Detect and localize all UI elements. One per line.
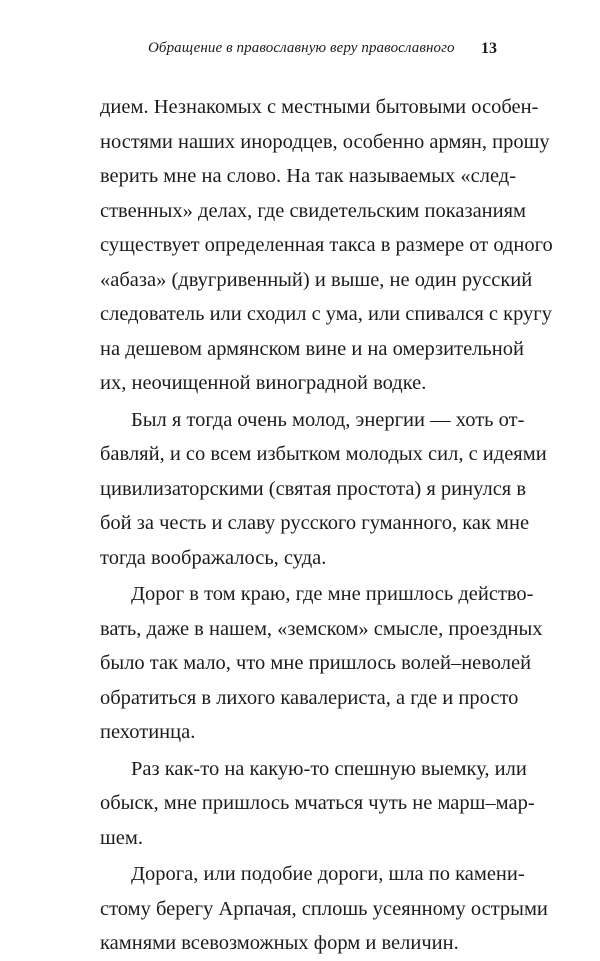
text-line: камнями всевозможных форм и величин. xyxy=(100,932,459,954)
text-line: «абаза» (двугривенный) и выше, не один русский xyxy=(100,268,533,291)
text-line: вать, даже в нашем, «земском» смысле, проездных xyxy=(100,617,543,640)
text-line: бой за честь и славу русского гуманного, как мне xyxy=(100,512,530,534)
text-line: шем. xyxy=(100,826,143,849)
text-line: бавляй, и со всем избытком молодых сил, с идеями xyxy=(100,443,547,465)
text-line: было так мало, что мне пришлось волей–неволей xyxy=(100,652,532,674)
text-line: стому берегу Арпачая, сплошь усеянному острыми xyxy=(100,897,548,920)
text-line: Дорога, или подобие дороги, шла по камени- xyxy=(131,863,525,885)
text-line: пехотинца. xyxy=(100,721,196,743)
text-line: тогда воображалось, суда. xyxy=(100,546,327,569)
text-line: обратиться в лихого кавалериста, а где и просто xyxy=(100,686,519,709)
text-line: Был я тогда очень молод, энергии — хоть от- xyxy=(131,408,525,431)
text-line: обыск, мне пришлось мчаться чуть не марш–мар- xyxy=(100,792,535,814)
text-line: существует определенная такса в размере от одного xyxy=(100,234,553,256)
text-line: Раз как-то на какую-то спешную выемку, или xyxy=(131,757,527,780)
text-line: цивилизаторскими (святая простота) я ринулся в xyxy=(100,477,527,500)
text-line: Дорог в том краю, где мне пришлось действо- xyxy=(131,583,534,605)
text-line: ственных» делах, где свидетельским показаниям xyxy=(100,199,527,222)
text-line: верить мне на слово. На так называемых «след- xyxy=(100,165,517,187)
text-line: ностями наших инородцев, особенно армян, прошу xyxy=(100,130,550,153)
text-line: следователь или сходил с ума, или спивался с кругу xyxy=(100,303,552,325)
running-header xyxy=(100,40,500,64)
text-line: на дешевом армянском вине и на омерзительной xyxy=(100,337,524,360)
page-number: 13 xyxy=(481,40,497,57)
body-text xyxy=(100,90,553,961)
running-title: Обращение в православную веру православного xyxy=(148,40,455,56)
text-line: дием. Незнакомых с местными бытовыми особен- xyxy=(100,96,539,118)
text-line: их, неочищенной виноградной водке. xyxy=(100,372,427,394)
